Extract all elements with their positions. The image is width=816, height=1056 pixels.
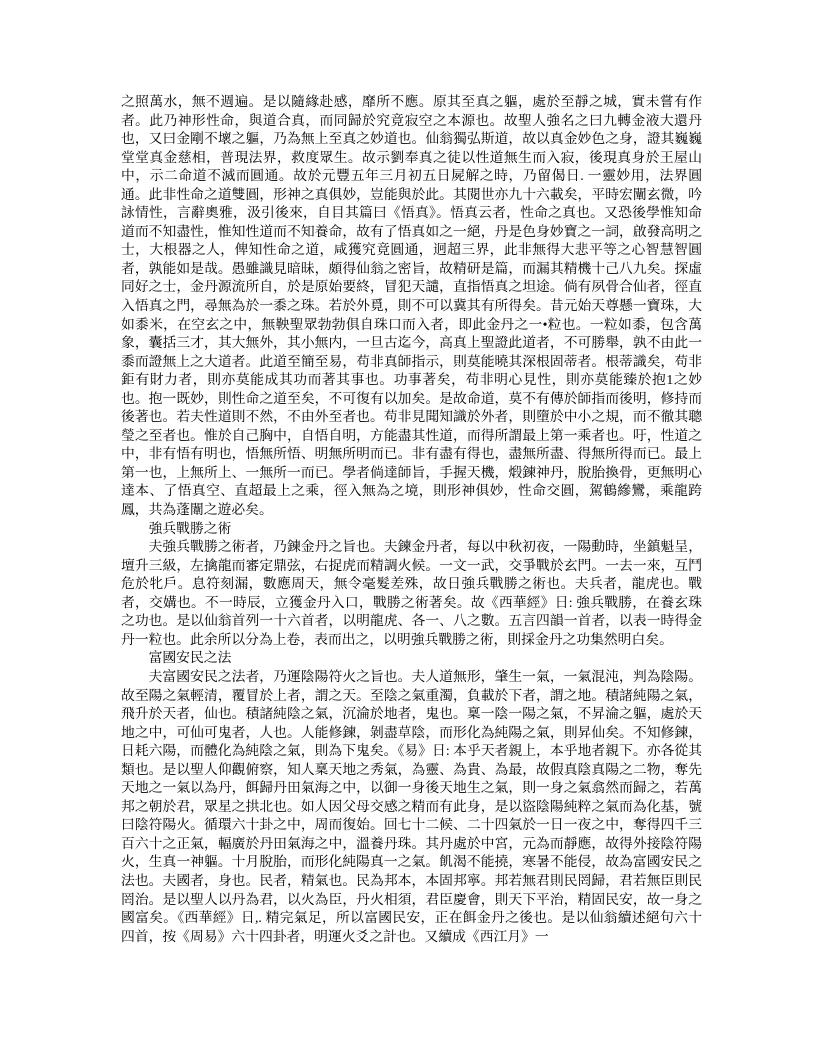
document-text-body (121, 93, 702, 946)
paragraph-continuation: 之照萬水，無不週遍。是以隨緣赴感，靡所不應。原其至真之軀，處於至靜之城，實未嘗有作者。此乃神形性命，與道合真，而同歸於究竟寂空之本源也。故聖人強名之曰九轉金液大還丹也，又曰金剛不壞之軀，乃為無上至真之妙道也。仙翁獨弘斯道，故以真金妙色之身，證其巍巍堂堂真金慈相，普現法界，救度眾生。故示劉奉真之徒以性道無生而入寂，後現真身於王屋山中，示二命道不滅而圓通。故於元豐五年三月初五日屍解之時，乃留偈日. 一靈妙用，法界圓通。此非性命之道雙圓，形神之真俱妙，豈能與於此。其閱世亦九十六載矣，平時宏闡玄微，吟詠情性，言辭奧雅，汲引後來，自目其篇曰《悟真》。悟真云者，性命之真也。又恐後學惟知命道而不知盡性，惟知性道而不知養命，故有了悟真如之一絕，丹是色身妙寶之一詞，啟發高明之士，大根器之人，俾知性命之道，咸獲究竟圓通，迥超三界，此非無得大悲平等之心智慧智圓者，孰能如是哉。愚雖識見暗昧，頗得仙翁之密旨，故精研是篇，而漏其精機十己八九矣。探虛同好之士，金丹源流所自，於是原始要終，冒犯天譴，直指悟真之坦途。倘有夙骨合仙者，徑直入悟真之門，尋無為於一黍之珠。若於外覓，則不可以冀其有所得矣。昔元始天尊懸一寶珠，大如黍米，在空玄之中，無鞅聖眾勃勃俱自珠口而入者，即此金丹之一•粒也。一粒如黍，包含萬象，囊括三才，其大無外，其小無内，一旦古迄今，高真上聖證此道者，不可勝舉，孰不由此一黍而證無上之大道者。此道至簡至易，苟非真師指示，則莫能曉其深根固蒂者。根蒂識矣，苟非鉅有財力者，則亦莫能成其功而著其事也。功事著矣，苟非明心見性，則亦莫能臻於抱1之妙也。抱一既妙，則性命之道至矣，不可復有以加矣。是故命道，莫不有傳於師指而後明，修持而後著也。若夫性道則不然，不由外至者也。苟非見聞知識於外者，則墮於中小之規，而不徹其聰瑩之至者也。惟於自己胸中，自悟自明，方能盡其性道，而得所謂最上第一乘者也。吁，性道之中，非有悟有明也，悟無所悟、明無所明而已。非有盡有得也，盡無所盡、得無所得而已。最上第一也，上無所上、一無所一而已。學者倘達師旨，手握天機，煅鍊神丹，脫胎換骨，更無明心達本、了悟真空、直超最上之乘，徑入無為之境，則形神俱妙，性命交圓，駕鶴縿鸞，乘龍跨鳳，共為蓬闈之遊必矣。 (121, 94, 702, 518)
paragraph-rich-nation: 夫富國安民之法者，乃運陰陽符火之旨也。夫人道無形，肇生一氣，一氣混沌，判為陰陽。故至陽之氣輕清，覆冒於上者，謂之天。至陰之氣重濁，負載於下者，謂之地。積諸純陽之氣，飛升於天者，仙也。積諸純陰之氣，沉淪於地者，鬼也。稟一陰一陽之氣，不昇淪之軀，處於天地之中，可仙可鬼者，人也。人能修鍊，剝盡草陰，而形化為純陽之氣，則昇仙矣。不知修鍊，日耗六陽，而體化為純陰之氣，則為下鬼矣。《易》日: 本乎天者親上，本乎地者親下。亦各從其類也。是以聖人仰觀俯察，知人稟天地之秀氣，為靈、為貴、為最，故假真陰真陽之二物，奪先天地之一氣以為丹，餌歸丹田氣海之中，以御一身後天地生之氣，則一身之氣翕然而歸之，若萬邦之朝於君，眾星之拱北也。如人因父母交感之精而有此身，是以盜陰陽純粹之氣而為化基，號曰陰符陽火。循環六十卦之中，周而復始。回七十二候、二十四氣於一日一夜之中，奪得四千三百六十之正氣，輻廣於丹田氣海之中，溫養丹珠。其丹處於中宮，元為而靜應，故得外接陰符陽火，生真一神軀。十月脫胎，而形化純陽真一之氣。飢渴不能撓，寒暑不能侵，故為富國安民之法也。夫國者，身也。民者，精氣也。民為邦本，本固邦寧。邦若無君則民罔歸，君若無臣則民罔治。是以聖人以丹為君，以火為臣，丹火相須，君臣慶會，則天下平治，精固民安，故一身之國富矣。《西華經》日,. 精完氣足，所以富國民安，正在餌金丹之後也。是以仙翁續述絕句六十四首，按《周易》六十四卦者，明運火爻之計也。又續成《西江月》一 (121, 668, 702, 944)
section-heading-rich-nation: 富國安民之法 (148, 650, 232, 666)
paragraph-strong-army: 夫強兵戰勝之術者，乃鍊金丹之旨也。夫鍊金丹者，每以中秋初夜，一陽動時，坐鎮魁呈，壇升三級，左擒龍而審定鼎弦，右捉虎而精調火候。一文一武，交爭戰於玄門。一去一來，互鬥危於牝戶。息符刻漏，數應周天，無令毫髮差殊，故日強兵戰勝之術也。夫兵者，龍虎也。戰者，交媾也。不一時辰，立獲金丹入口，戰勝之術著矣。故《西華經》日: 強兵戰勝，在養玄珠之功也。是以仙翁首列一十六首者，以明龍虎、各一、八之數。五言四韻一首者，以表一時得金丹一粒也。此余所以分為上卷，表而出之，以明強兵戰勝之術，則採金丹之功集然明白矣。 (121, 539, 702, 647)
section-heading-strong-army: 強兵戰勝之術 (148, 520, 232, 536)
